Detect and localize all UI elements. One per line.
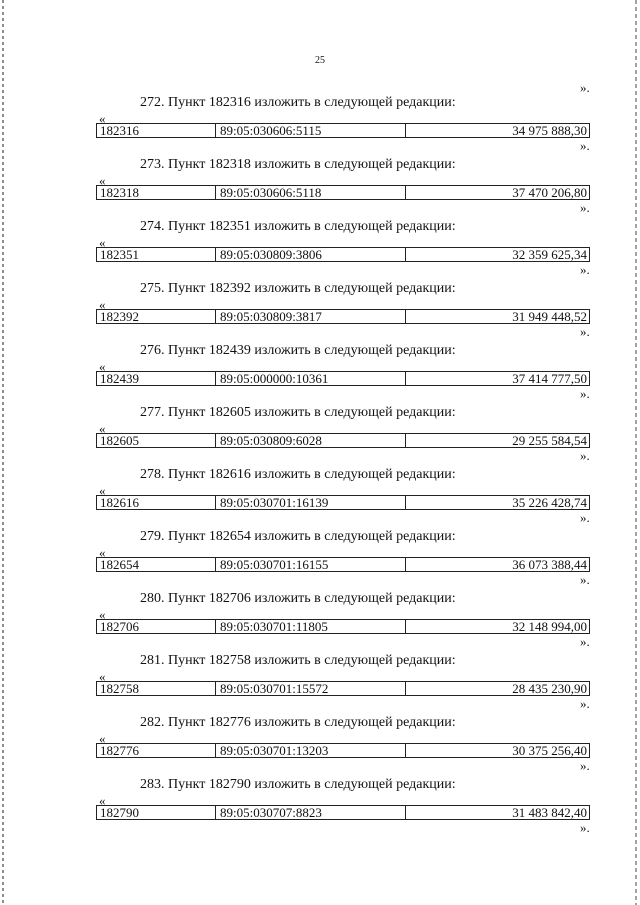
cell-cadastral-number: 89:05:030701:11805 <box>215 620 405 633</box>
cell-value: 37 470 206,80 <box>405 186 589 199</box>
table-row <box>96 123 590 138</box>
cell-cadastral-number: 89:05:030809:3817 <box>215 310 405 323</box>
closing-quote: ». <box>580 138 590 153</box>
opening-quote: « <box>99 173 106 188</box>
amendment-heading: 280. Пункт 182706 изложить в следующей редакции: <box>140 591 456 606</box>
amendment-item <box>96 715 590 777</box>
closing-quote: ». <box>580 262 590 277</box>
amendment-item <box>96 281 590 343</box>
amendment-heading: 277. Пункт 182605 изложить в следующей редакции: <box>140 405 456 420</box>
cell-value: 31 949 448,52 <box>405 310 589 323</box>
page-number: 25 <box>315 55 325 66</box>
closing-quote: ». <box>580 634 590 649</box>
cell-cadastral-number: 89:05:030701:15572 <box>215 682 405 695</box>
amendment-heading: 276. Пункт 182439 изложить в следующей редакции: <box>140 343 456 358</box>
amendment-heading: 282. Пункт 182776 изложить в следующей редакции: <box>140 715 456 730</box>
closing-quote: ». <box>580 386 590 401</box>
cell-code: 182439 <box>100 371 139 386</box>
amendment-heading: 274. Пункт 182351 изложить в следующей редакции: <box>140 219 456 234</box>
cell-cadastral-number: 89:05:030606:5115 <box>215 124 405 137</box>
opening-quote: « <box>99 111 106 126</box>
cell-code: 182351 <box>100 247 139 262</box>
table-row <box>96 681 590 696</box>
cell-cadastral-number: 89:05:030606:5118 <box>215 186 405 199</box>
opening-quote: « <box>99 669 106 684</box>
amendment-heading: 279. Пункт 182654 изложить в следующей редакции: <box>140 529 456 544</box>
closing-quote: ». <box>580 200 590 215</box>
amendment-item <box>96 529 590 591</box>
cell-code: 182706 <box>100 619 139 634</box>
amendment-item <box>96 467 590 529</box>
closing-quote: ». <box>580 572 590 587</box>
opening-quote: « <box>99 545 106 560</box>
cell-cadastral-number: 89:05:030707:8823 <box>215 806 405 819</box>
closing-quote: ». <box>580 820 590 835</box>
amendment-item <box>96 219 590 281</box>
cell-value: 35 226 428,74 <box>405 496 589 509</box>
amendment-item <box>96 777 590 839</box>
amendment-heading: 272. Пункт 182316 изложить в следующей редакции: <box>140 95 456 110</box>
cell-cadastral-number: 89:05:030701:13203 <box>215 744 405 757</box>
closing-quote-top: ». <box>580 80 590 95</box>
cell-code: 182616 <box>100 495 139 510</box>
cell-cadastral-number: 89:05:030809:6028 <box>215 434 405 447</box>
cell-value: 32 148 994,00 <box>405 620 589 633</box>
cell-value: 32 359 625,34 <box>405 248 589 261</box>
table-row <box>96 743 590 758</box>
closing-quote: ». <box>580 510 590 525</box>
opening-quote: « <box>99 731 106 746</box>
cell-value: 37 414 777,50 <box>405 372 589 385</box>
amendment-item <box>96 591 590 653</box>
closing-quote: ». <box>580 448 590 463</box>
cell-value: 30 375 256,40 <box>405 744 589 757</box>
cell-cadastral-number: 89:05:030701:16139 <box>215 496 405 509</box>
cell-code: 182654 <box>100 557 139 572</box>
cell-code: 182318 <box>100 185 139 200</box>
closing-quote: ». <box>580 324 590 339</box>
closing-quote: ». <box>580 758 590 773</box>
amendment-item <box>96 343 590 405</box>
cell-cadastral-number: 89:05:000000:10361 <box>215 372 405 385</box>
cell-code: 182605 <box>100 433 139 448</box>
cell-value: 29 255 584,54 <box>405 434 589 447</box>
amendment-item <box>96 95 590 157</box>
opening-quote: « <box>99 483 106 498</box>
opening-quote: « <box>99 793 106 808</box>
cell-value: 34 975 888,30 <box>405 124 589 137</box>
scan-edge-left <box>2 0 4 905</box>
closing-quote: ». <box>580 696 590 711</box>
amendment-heading: 278. Пункт 182616 изложить в следующей редакции: <box>140 467 456 482</box>
cell-cadastral-number: 89:05:030701:16155 <box>215 558 405 571</box>
scan-edge-right <box>635 0 637 905</box>
amendment-heading: 273. Пункт 182318 изложить в следующей редакции: <box>140 157 456 172</box>
amendment-item <box>96 157 590 219</box>
amendment-heading: 283. Пункт 182790 изложить в следующей редакции: <box>140 777 456 792</box>
opening-quote: « <box>99 359 106 374</box>
table-row <box>96 371 590 386</box>
cell-code: 182316 <box>100 123 139 138</box>
opening-quote: « <box>99 607 106 622</box>
amendment-heading: 281. Пункт 182758 изложить в следующей редакции: <box>140 653 456 668</box>
opening-quote: « <box>99 297 106 312</box>
opening-quote: « <box>99 421 106 436</box>
cell-cadastral-number: 89:05:030809:3806 <box>215 248 405 261</box>
table-row <box>96 433 590 448</box>
amendment-item <box>96 405 590 467</box>
cell-code: 182392 <box>100 309 139 324</box>
table-row <box>96 309 590 324</box>
table-row <box>96 557 590 572</box>
opening-quote: « <box>99 235 106 250</box>
amendment-heading: 275. Пункт 182392 изложить в следующей редакции: <box>140 281 456 296</box>
table-row <box>96 619 590 634</box>
table-row <box>96 185 590 200</box>
cell-code: 182776 <box>100 743 139 758</box>
table-row <box>96 805 590 820</box>
cell-value: 36 073 388,44 <box>405 558 589 571</box>
cell-code: 182790 <box>100 805 139 820</box>
table-row <box>96 495 590 510</box>
cell-value: 28 435 230,90 <box>405 682 589 695</box>
cell-code: 182758 <box>100 681 139 696</box>
cell-value: 31 483 842,40 <box>405 806 589 819</box>
table-row <box>96 247 590 262</box>
amendment-item <box>96 653 590 715</box>
